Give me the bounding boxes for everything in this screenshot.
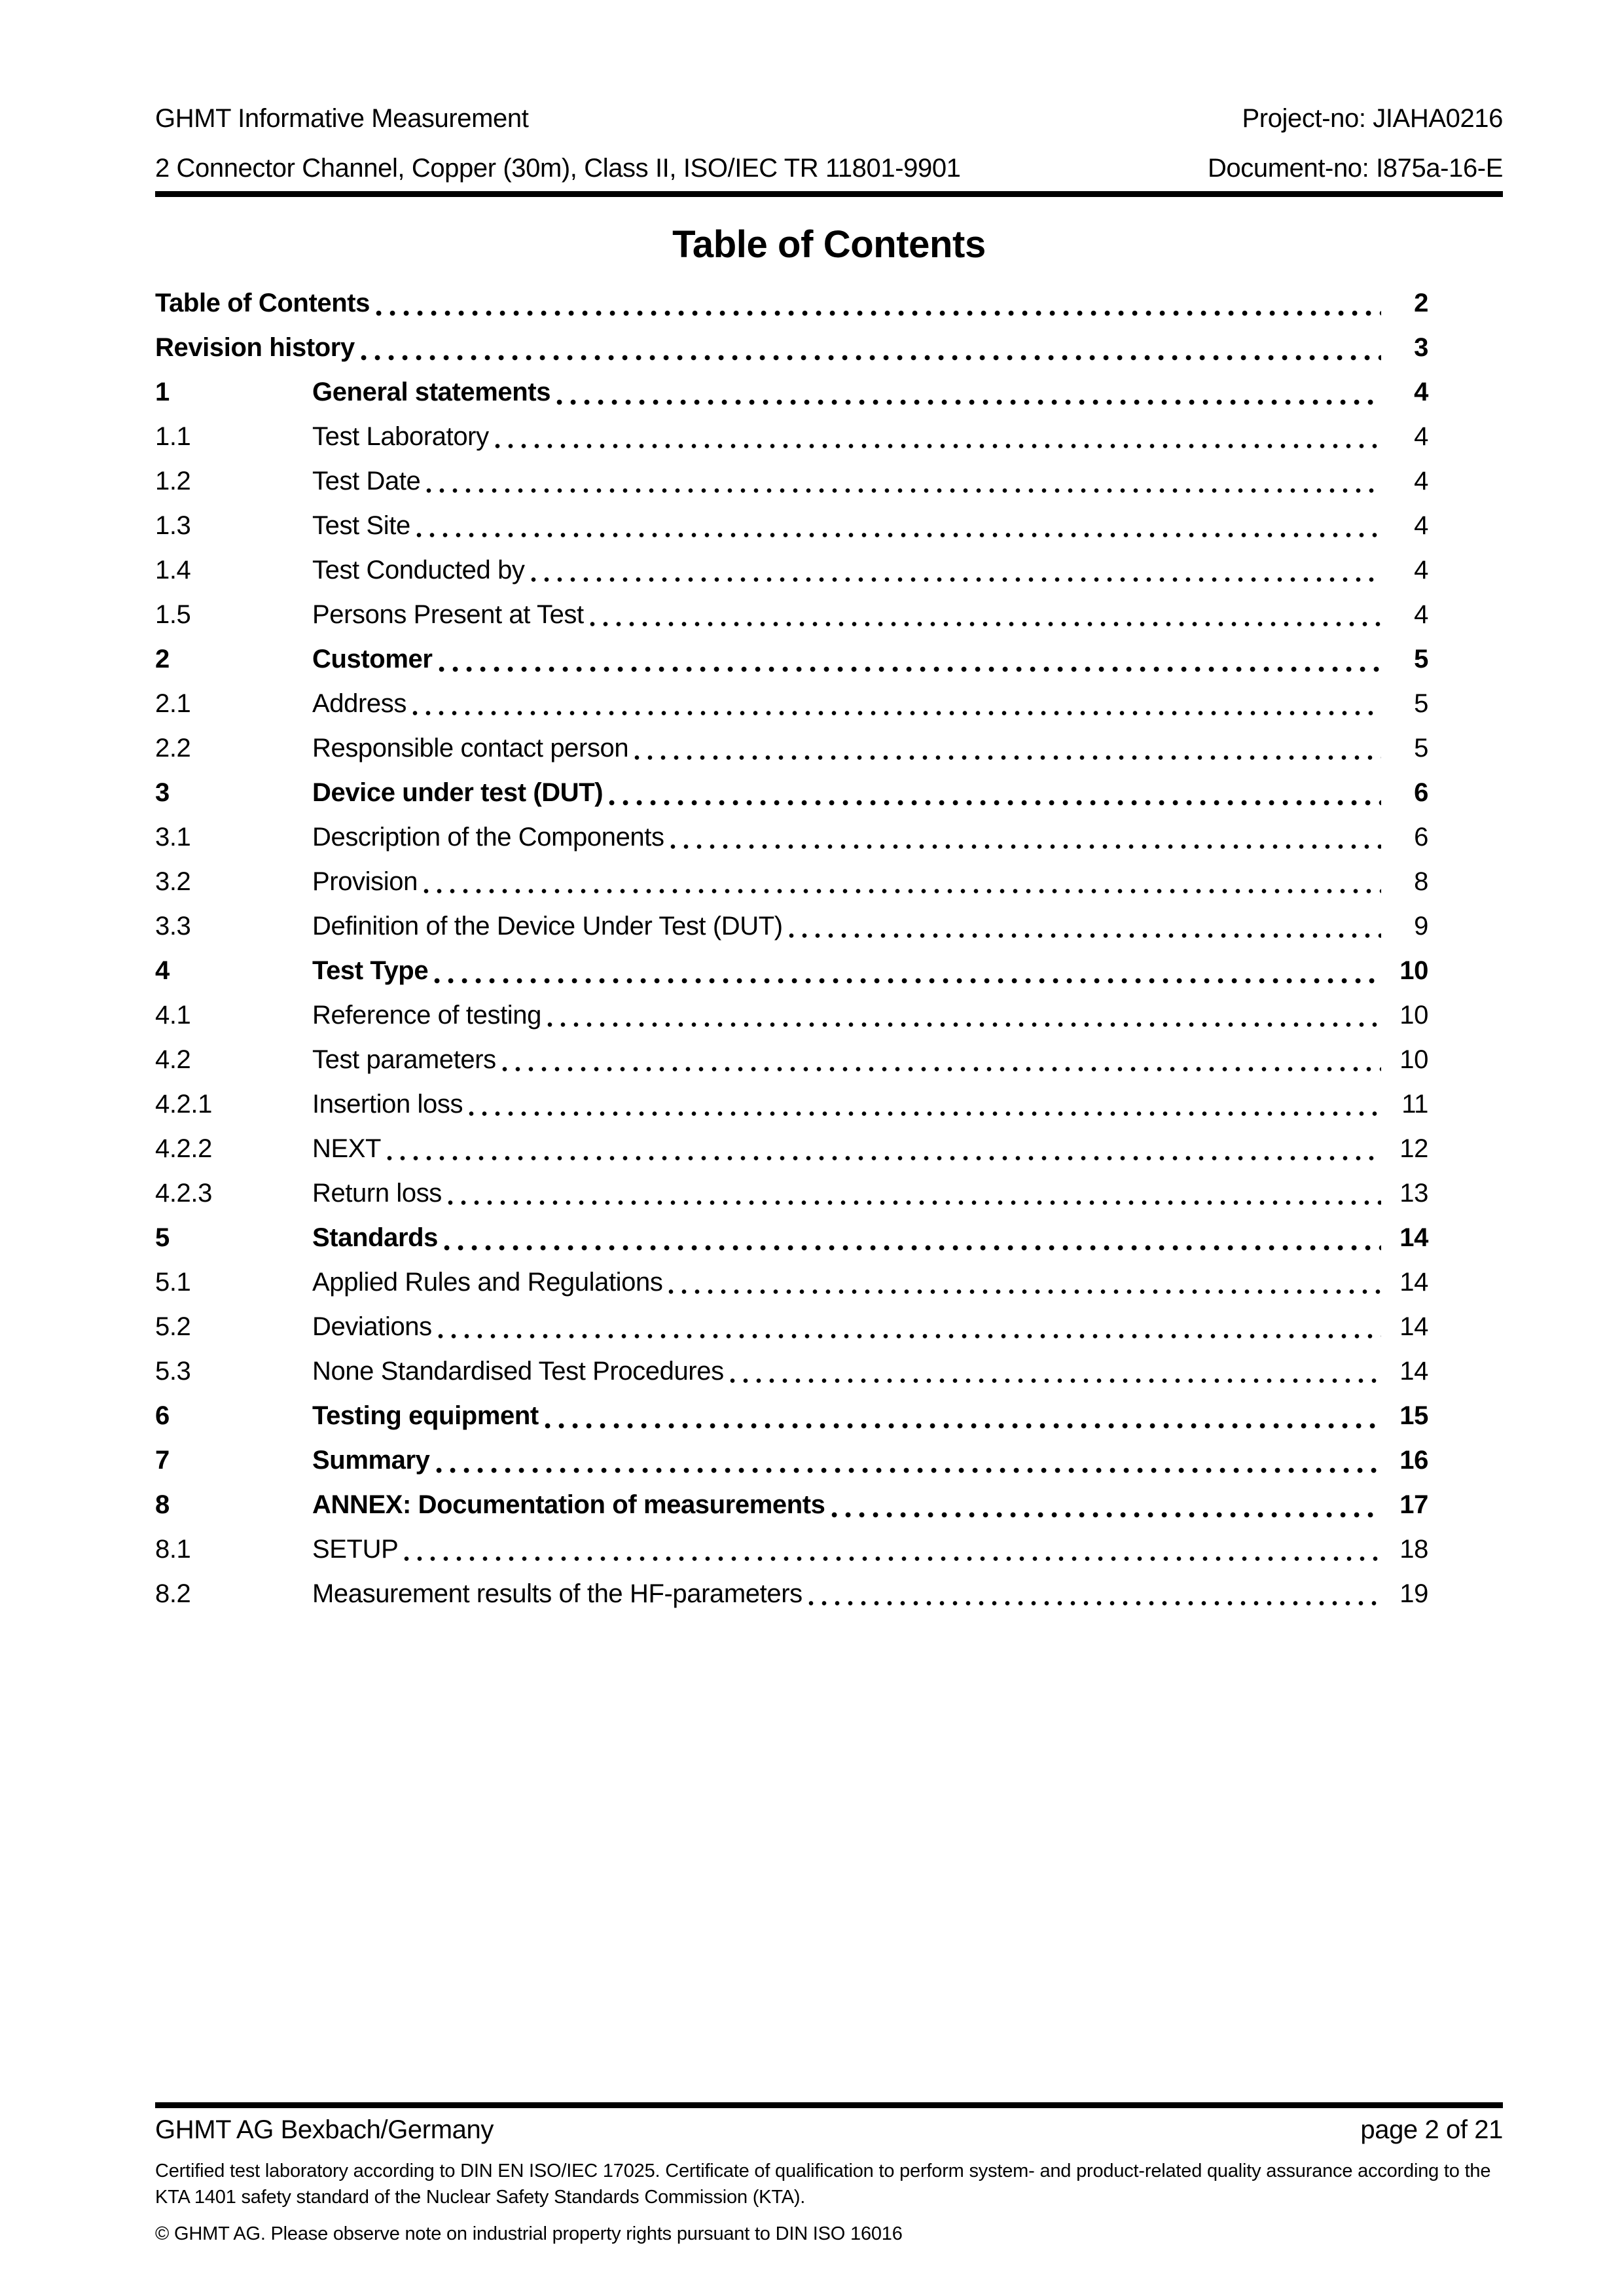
toc-leader-dots <box>831 1512 1381 1518</box>
toc-entry-page: 5 <box>1414 689 1428 718</box>
toc-entry-number: 7 <box>155 1446 170 1475</box>
toc-entry-page: 2 <box>1414 289 1428 317</box>
toc-entry-page: 14 <box>1399 1223 1428 1252</box>
toc-leader-dots <box>416 532 1381 538</box>
toc-leader-dots <box>448 1200 1381 1206</box>
footer-line <box>155 2111 1503 2149</box>
toc-entry-page: 4 <box>1414 467 1428 495</box>
toc-entry-page: 15 <box>1399 1401 1428 1430</box>
footer-page-number: page 2 of 21 <box>1360 2115 1503 2144</box>
toc-entry-label: Testing equipment <box>312 1401 539 1430</box>
toc-entry-number: 1.4 <box>155 556 191 584</box>
toc-entry-page: 3 <box>1414 333 1428 362</box>
toc-entry-number: 1.5 <box>155 600 191 629</box>
toc-leader-dots <box>531 577 1381 583</box>
toc-entry-label: None Standardised Test Procedures <box>312 1357 724 1386</box>
toc-entry-label: Revision history <box>155 333 355 362</box>
toc-leader-dots <box>424 888 1381 894</box>
toc-entry-label: Address <box>312 689 406 718</box>
page-header <box>0 0 1624 188</box>
toc-entry-number: 8 <box>155 1490 170 1519</box>
toc-entry <box>155 1304 1428 1349</box>
toc-leader-dots <box>495 443 1381 449</box>
toc-entry-label: Insertion loss <box>312 1090 463 1119</box>
header-line-2 <box>155 148 1503 188</box>
toc-entry-number: 5.3 <box>155 1357 191 1386</box>
toc-leader-dots <box>789 933 1381 939</box>
toc-entry-page: 4 <box>1414 556 1428 584</box>
page-footer <box>155 2102 1503 2247</box>
toc-leader-dots <box>426 488 1381 493</box>
toc-entry <box>155 815 1428 859</box>
toc-entry <box>155 1349 1428 1393</box>
toc-entry-page: 5 <box>1414 645 1428 673</box>
toc-entry-label: Test Site <box>312 511 410 540</box>
toc-leader-dots <box>670 844 1381 850</box>
toc-leader-dots <box>438 1333 1381 1339</box>
toc-entry-number: 1.2 <box>155 467 191 495</box>
toc-entry-label: Test Conducted by <box>312 556 525 584</box>
toc-entry-label: Description of the Components <box>312 823 664 852</box>
toc-entry <box>155 681 1428 726</box>
toc-entry-number: 3.2 <box>155 867 191 896</box>
toc-entry <box>155 459 1428 503</box>
toc-leader-dots <box>668 1289 1381 1295</box>
toc-entry-label: ANNEX: Documentation of measurements <box>312 1490 825 1519</box>
toc-entry-label: General statements <box>312 378 551 406</box>
toc-entry-number: 2.2 <box>155 734 191 762</box>
toc-leader-dots <box>361 355 1381 361</box>
toc-entry-page: 11 <box>1401 1090 1428 1119</box>
toc-entry-page: 6 <box>1414 778 1428 807</box>
toc-entry-page: 4 <box>1414 422 1428 451</box>
toc-entry <box>155 1215 1428 1260</box>
header-line-1 <box>155 98 1503 139</box>
toc-entry <box>155 503 1428 548</box>
toc-entry-number: 3 <box>155 778 170 807</box>
toc-entry <box>155 770 1428 815</box>
toc-entry-number: 2 <box>155 645 170 673</box>
toc-entry-label: Test Type <box>312 956 429 985</box>
toc-entry-page: 6 <box>1414 823 1428 852</box>
toc-entry-label: Device under test (DUT) <box>312 778 604 807</box>
header-report-title: GHMT Informative Measurement <box>155 104 529 133</box>
header-document-no: Document-no: I875a-16-E <box>1207 154 1503 183</box>
toc-leader-dots <box>808 1600 1381 1606</box>
toc-entry <box>155 548 1428 592</box>
toc-entry-number: 4.1 <box>155 1001 191 1030</box>
header-divider <box>155 191 1503 197</box>
toc-entry-page: 13 <box>1399 1179 1428 1208</box>
page-title: Table of Contents <box>672 223 986 266</box>
toc-entry-number: 6 <box>155 1401 170 1430</box>
toc-entry <box>155 1082 1428 1126</box>
toc-leader-dots <box>434 978 1381 984</box>
toc-entry-page: 18 <box>1399 1535 1428 1564</box>
toc-entry-page: 10 <box>1399 956 1428 985</box>
toc-entry-number: 5.2 <box>155 1312 191 1341</box>
header-report-subtitle: 2 Connector Channel, Copper (30m), Class II, ISO/IEC TR 11801-9901 <box>155 154 961 183</box>
toc-entry-number: 4.2.2 <box>155 1134 212 1163</box>
toc-entry <box>155 592 1428 637</box>
toc-entry-page: 16 <box>1399 1446 1428 1475</box>
toc-entry-label: Responsible contact person <box>312 734 629 762</box>
toc-entry <box>155 1438 1428 1482</box>
toc-leader-dots <box>376 310 1381 316</box>
toc-entry-number: 4.2.1 <box>155 1090 212 1119</box>
toc-entry-label: Summary <box>312 1446 430 1475</box>
toc-entry-page: 14 <box>1399 1357 1428 1386</box>
toc-entry-label: Definition of the Device Under Test (DUT) <box>312 912 783 941</box>
footer-divider <box>155 2102 1503 2108</box>
toc-entry-label: Return loss <box>312 1179 442 1208</box>
toc-entry-label: Standards <box>312 1223 439 1252</box>
toc-entry <box>155 904 1428 948</box>
toc-list <box>155 281 1428 1616</box>
toc-entry <box>155 1126 1428 1171</box>
toc-entry <box>155 281 1428 325</box>
toc-entry-number: 1 <box>155 378 170 406</box>
toc-entry-page: 14 <box>1399 1312 1428 1341</box>
toc-entry-label: Deviations <box>312 1312 432 1341</box>
toc-entry-number: 3.3 <box>155 912 191 941</box>
footer-company: GHMT AG Bexbach/Germany <box>155 2115 494 2144</box>
toc-leader-dots <box>387 1155 1381 1161</box>
toc-leader-dots <box>469 1111 1381 1117</box>
toc-entry-label: Test Date <box>312 467 421 495</box>
toc-entry-page: 4 <box>1414 511 1428 540</box>
toc-entry-label: Reference of testing <box>312 1001 541 1030</box>
toc-entry <box>155 1527 1428 1571</box>
toc-entry-label: Test parameters <box>312 1045 496 1074</box>
toc-entry-label: NEXT <box>312 1134 382 1163</box>
toc-entry <box>155 726 1428 770</box>
toc-entry-page: 17 <box>1399 1490 1428 1519</box>
toc-entry-label: Test Laboratory <box>312 422 489 451</box>
toc-entry-page: 10 <box>1399 1045 1428 1074</box>
toc-leader-dots <box>436 1467 1381 1473</box>
toc-entry-number: 1.3 <box>155 511 191 540</box>
toc-entry-label: Table of Contents <box>155 289 370 317</box>
toc-leader-dots <box>502 1066 1381 1072</box>
toc-entry-page: 9 <box>1414 912 1428 941</box>
toc-entry <box>155 859 1428 904</box>
toc-entry <box>155 1037 1428 1082</box>
toc-entry-page: 10 <box>1399 1001 1428 1030</box>
toc-entry-page: 8 <box>1414 867 1428 896</box>
toc-entry <box>155 1393 1428 1438</box>
toc-entry-label: Persons Present at Test <box>312 600 584 629</box>
toc-entry-label: Provision <box>312 867 418 896</box>
toc-leader-dots <box>609 800 1381 806</box>
toc-entry-number: 1.1 <box>155 422 191 451</box>
toc-entry <box>155 1571 1428 1616</box>
toc-leader-dots <box>439 666 1382 672</box>
toc-entry-label: Applied Rules and Regulations <box>312 1268 663 1297</box>
toc-entry-number: 5.1 <box>155 1268 191 1297</box>
toc-entry-number: 4 <box>155 956 170 985</box>
toc-leader-dots <box>412 710 1381 716</box>
toc-entry <box>155 1482 1428 1527</box>
toc-entry-page: 14 <box>1399 1268 1428 1297</box>
toc-leader-dots <box>730 1378 1381 1384</box>
toc-entry-label: SETUP <box>312 1535 399 1564</box>
toc-entry <box>155 325 1428 370</box>
toc-entry-number: 5 <box>155 1223 170 1252</box>
toc-entry-label: Measurement results of the HF-parameters <box>312 1579 803 1608</box>
toc-entry-label: Customer <box>312 645 433 673</box>
toc-entry-page: 19 <box>1399 1579 1428 1608</box>
toc-entry-number: 2.1 <box>155 689 191 718</box>
toc-entry-page: 5 <box>1414 734 1428 762</box>
toc-leader-dots <box>590 621 1381 627</box>
toc-entry-page: 12 <box>1399 1134 1428 1163</box>
footer-certification-text: Certified test laboratory according to DIN EN ISO/IEC 17025. Certificate of qualification to perform system- and product-related quality assurance according to the KTA 1401 safety standard of the Nuclear Safety Standards Commission (KTA). <box>155 2161 1491 2208</box>
toc-entry <box>155 1260 1428 1304</box>
toc-entry <box>155 637 1428 681</box>
toc-entry-number: 8.2 <box>155 1579 191 1608</box>
toc-entry <box>155 993 1428 1037</box>
toc-entry-number: 4.2.3 <box>155 1179 212 1208</box>
toc-leader-dots <box>634 755 1381 761</box>
toc-leader-dots <box>404 1556 1381 1562</box>
header-project-no: Project-no: JIAHA0216 <box>1242 104 1503 133</box>
toc-entry <box>155 1171 1428 1215</box>
toc-entry <box>155 948 1428 993</box>
toc-entry-number: 3.1 <box>155 823 191 852</box>
toc-leader-dots <box>556 399 1381 405</box>
toc-entry <box>155 370 1428 414</box>
toc-entry-page: 4 <box>1414 378 1428 406</box>
toc-leader-dots <box>545 1423 1381 1429</box>
toc-entry-number: 4.2 <box>155 1045 191 1074</box>
toc-entry-number: 8.1 <box>155 1535 191 1564</box>
toc-entry-page: 4 <box>1414 600 1428 629</box>
toc-leader-dots <box>547 1022 1381 1028</box>
toc-entry <box>155 414 1428 459</box>
footer-copyright: © GHMT AG. Please observe note on industrial property rights pursuant to DIN ISO 16016 <box>155 2223 903 2244</box>
toc-leader-dots <box>444 1245 1381 1251</box>
